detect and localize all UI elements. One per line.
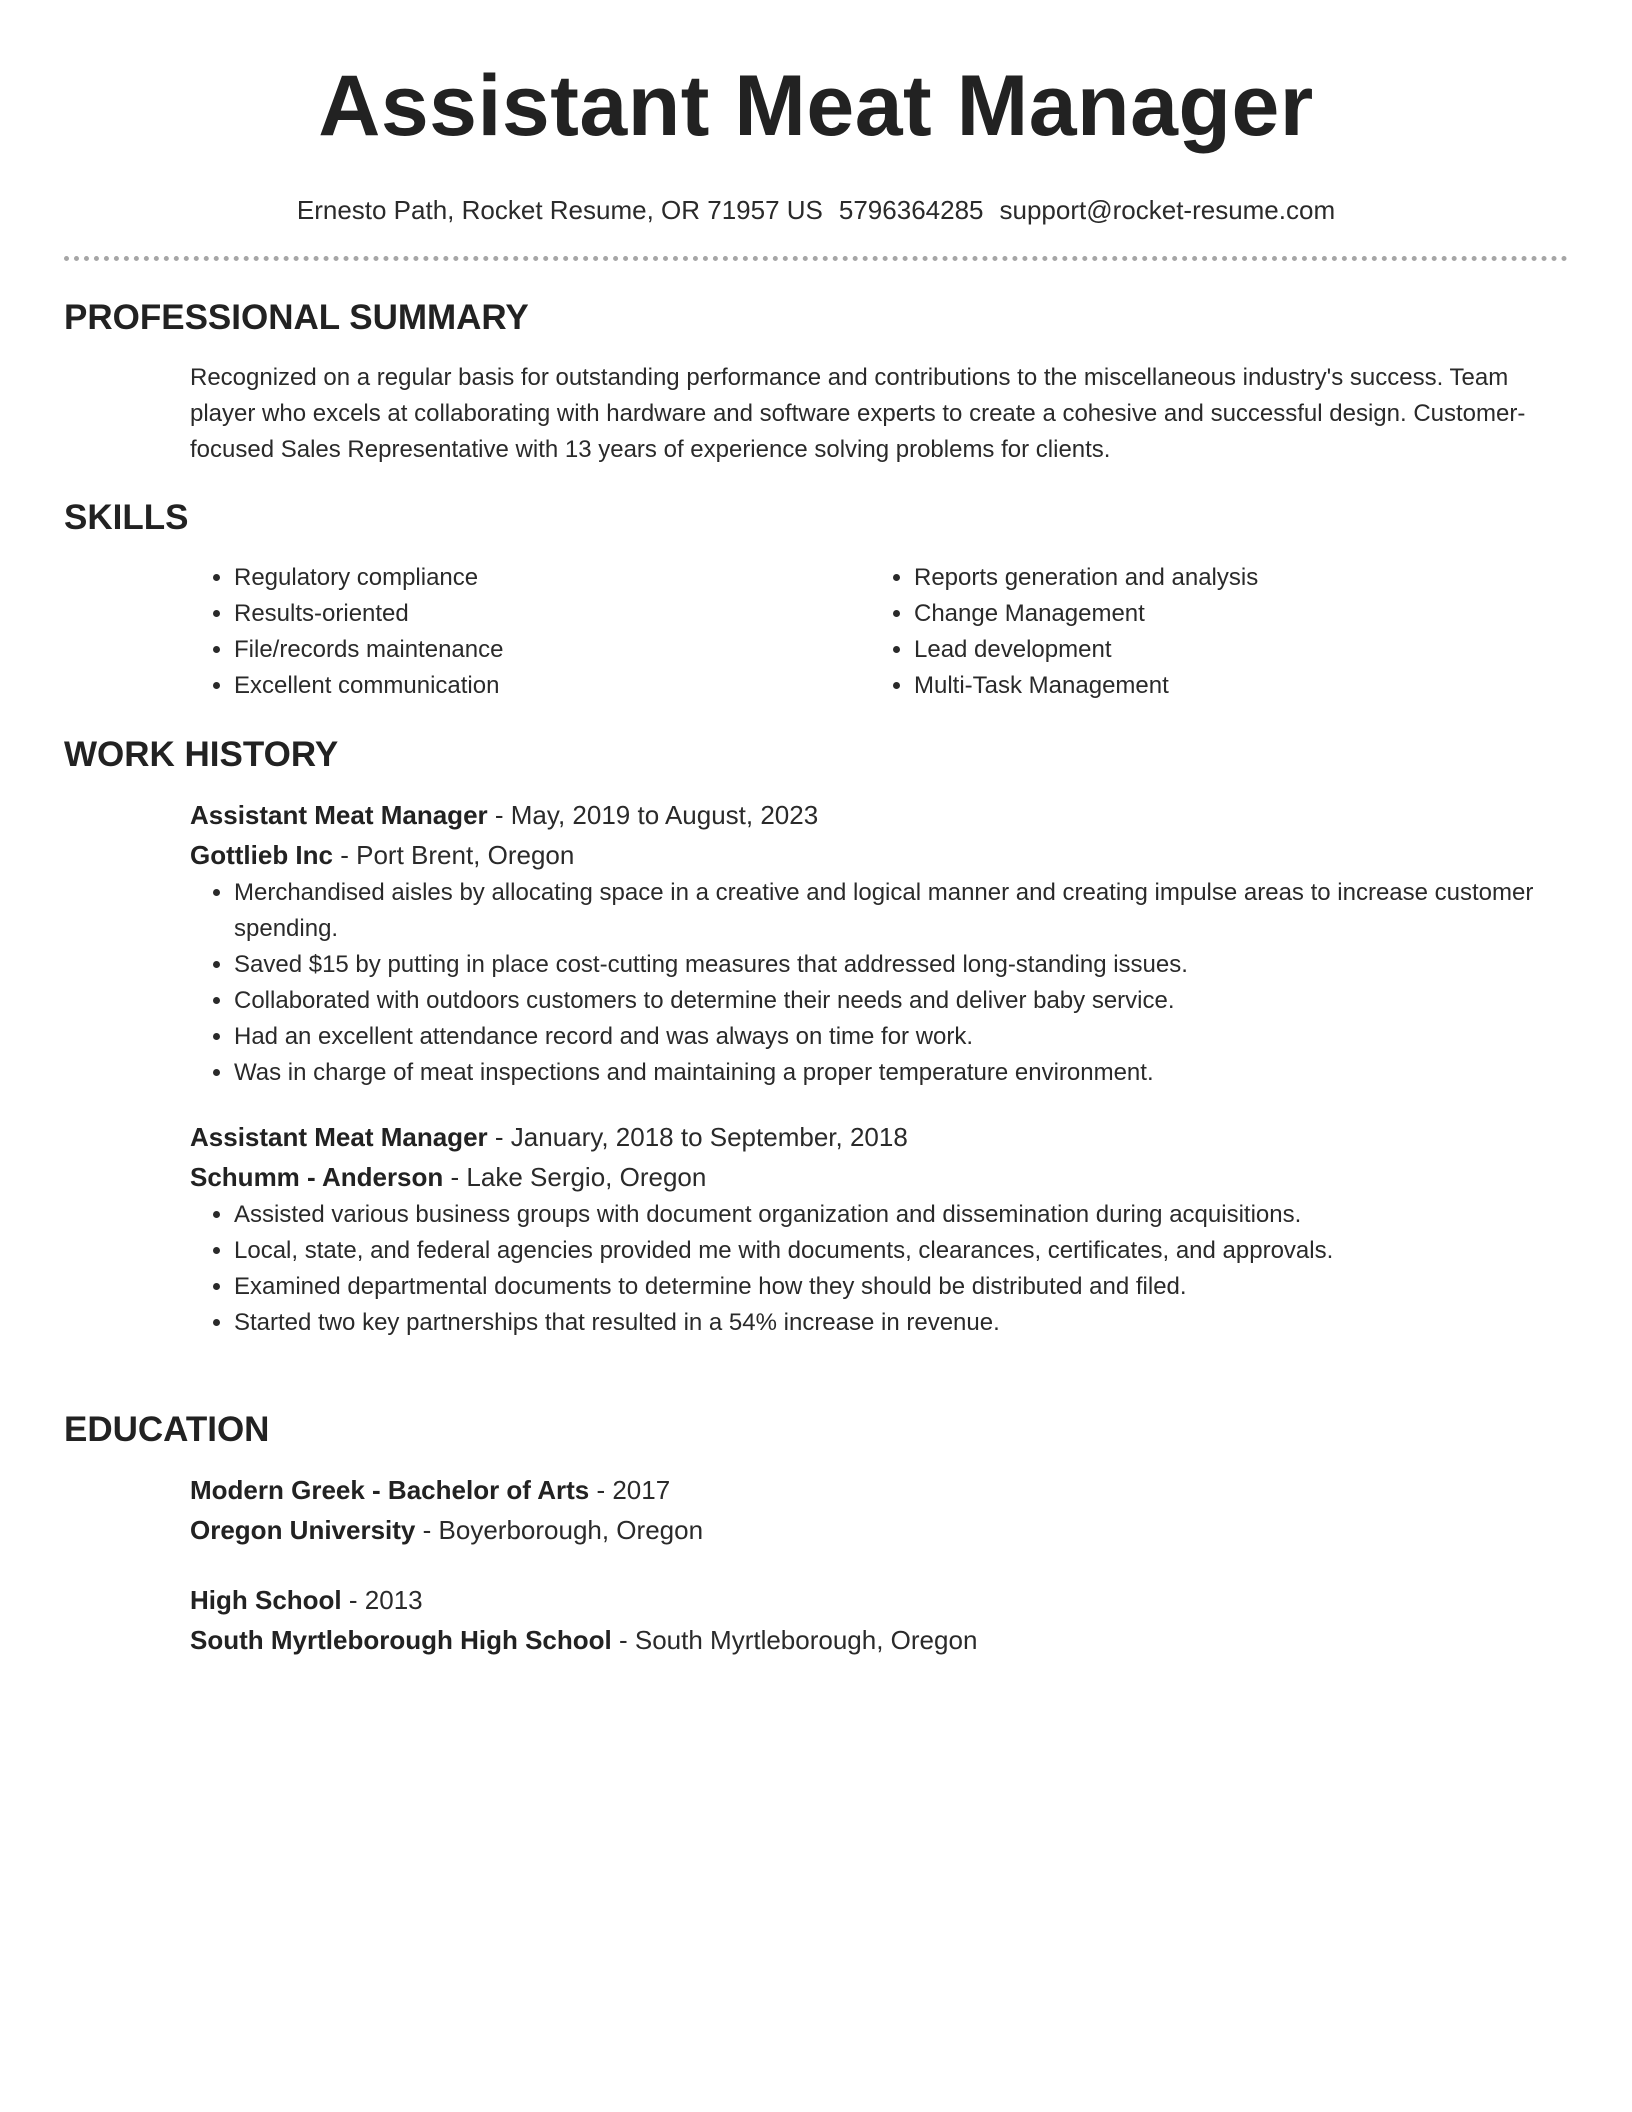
education-degree-line	[190, 1580, 1568, 1620]
skills-column-left	[190, 560, 870, 704]
education-location: - Boyerborough, Oregon	[422, 1515, 704, 1545]
job-bullet: • Examined departmental documents to determine how they should be distributed and filed.	[234, 1269, 1568, 1305]
education-year: - 2017	[596, 1475, 671, 1505]
job-bullet: • Assisted various business groups with document organization and dissemination during acquisitions.	[234, 1197, 1568, 1233]
skills-columns	[190, 560, 1568, 704]
skill-item: • File/records maintenance	[234, 632, 870, 668]
skill-item: • Lead development	[914, 632, 1550, 668]
resume-page	[64, 0, 1568, 1655]
job-title-line	[190, 1117, 1568, 1157]
education-year: - 2013	[348, 1585, 423, 1615]
education-title: EDUCATION	[64, 1410, 270, 1449]
job-entry	[190, 795, 1568, 1091]
job-bullet: • Was in charge of meat inspections and maintaining a proper temperature environment.	[234, 1055, 1568, 1091]
job-title-line	[190, 795, 1568, 835]
work-history-section	[64, 733, 1568, 1341]
job-bullet: • Local, state, and federal agencies provided me with documents, clearances, certificates, and approvals.	[234, 1233, 1568, 1269]
job-bullet: • Merchandised aisles by allocating space in a creative and logical manner and creating impulse areas to increase customer spending.	[234, 875, 1568, 947]
summary-text: Recognized on a regular basis for outstanding performance and contributions to the miscellaneous industry's success. Team player who excels at collaborating with hardware and software experts to create a cohesive and successful design. Customer-focused Sales Representative with 13 years of experience solving problems for clients.	[190, 364, 1526, 463]
job-location: - Lake Sergio, Oregon	[450, 1162, 707, 1192]
skill-item: • Excellent communication	[234, 668, 870, 704]
job-bullets	[190, 1197, 1568, 1341]
job-bullet: • Collaborated with outdoors customers to determine their needs and deliver baby service.	[234, 983, 1568, 1019]
skills-title: SKILLS	[64, 498, 189, 537]
job-bullet: • Had an excellent attendance record and was always on time for work.	[234, 1019, 1568, 1055]
skill-item: • Results-oriented	[234, 596, 870, 632]
job-bullet: • Saved $15 by putting in place cost-cutting measures that addressed long-standing issues.	[234, 947, 1568, 983]
education-degree-line	[190, 1470, 1568, 1510]
job-role: Assistant Meat Manager	[190, 800, 488, 830]
contact-line	[64, 192, 1568, 228]
education-school-line	[190, 1510, 1568, 1550]
summary-title: PROFESSIONAL SUMMARY	[64, 298, 529, 337]
job-bullets	[190, 875, 1568, 1091]
work-history-title: WORK HISTORY	[64, 735, 339, 774]
education-degree: High School	[190, 1585, 342, 1615]
job-bullet: • Started two key partnerships that resulted in a 54% increase in revenue.	[234, 1305, 1568, 1341]
skills-section	[64, 496, 1568, 704]
candidate-name: Assistant Meat Manager	[318, 58, 1314, 154]
education-entry	[190, 1470, 1568, 1550]
job-company: Schumm - Anderson	[190, 1162, 444, 1192]
job-location: - Port Brent, Oregon	[340, 840, 575, 870]
summary-section	[64, 296, 1568, 468]
contact-phone: 5796364285	[838, 195, 984, 225]
contact-email: support@rocket-resume.com	[999, 195, 1336, 225]
header-divider	[64, 256, 1568, 261]
job-company: Gottlieb Inc	[190, 840, 333, 870]
job-role: Assistant Meat Manager	[190, 1122, 488, 1152]
contact-address: Ernesto Path, Rocket Resume, OR 71957 US	[296, 195, 823, 225]
job-dates: - January, 2018 to September, 2018	[494, 1122, 908, 1152]
education-section	[64, 1408, 1568, 1660]
skill-item: • Regulatory compliance	[234, 560, 870, 596]
job-entry	[190, 1117, 1568, 1341]
education-location: - South Myrtleborough, Oregon	[618, 1625, 978, 1655]
education-entry	[190, 1580, 1568, 1660]
job-company-line	[190, 835, 1568, 875]
job-company-line	[190, 1157, 1568, 1197]
education-school: Oregon University	[190, 1515, 416, 1545]
education-school: South Myrtleborough High School	[190, 1625, 612, 1655]
education-degree: Modern Greek - Bachelor of Arts	[190, 1475, 590, 1505]
skill-item: • Multi-Task Management	[914, 668, 1550, 704]
skill-item: • Reports generation and analysis	[914, 560, 1550, 596]
job-dates: - May, 2019 to August, 2023	[494, 800, 819, 830]
skills-column-right	[870, 560, 1550, 704]
education-school-line	[190, 1620, 1568, 1660]
skill-item: • Change Management	[914, 596, 1550, 632]
